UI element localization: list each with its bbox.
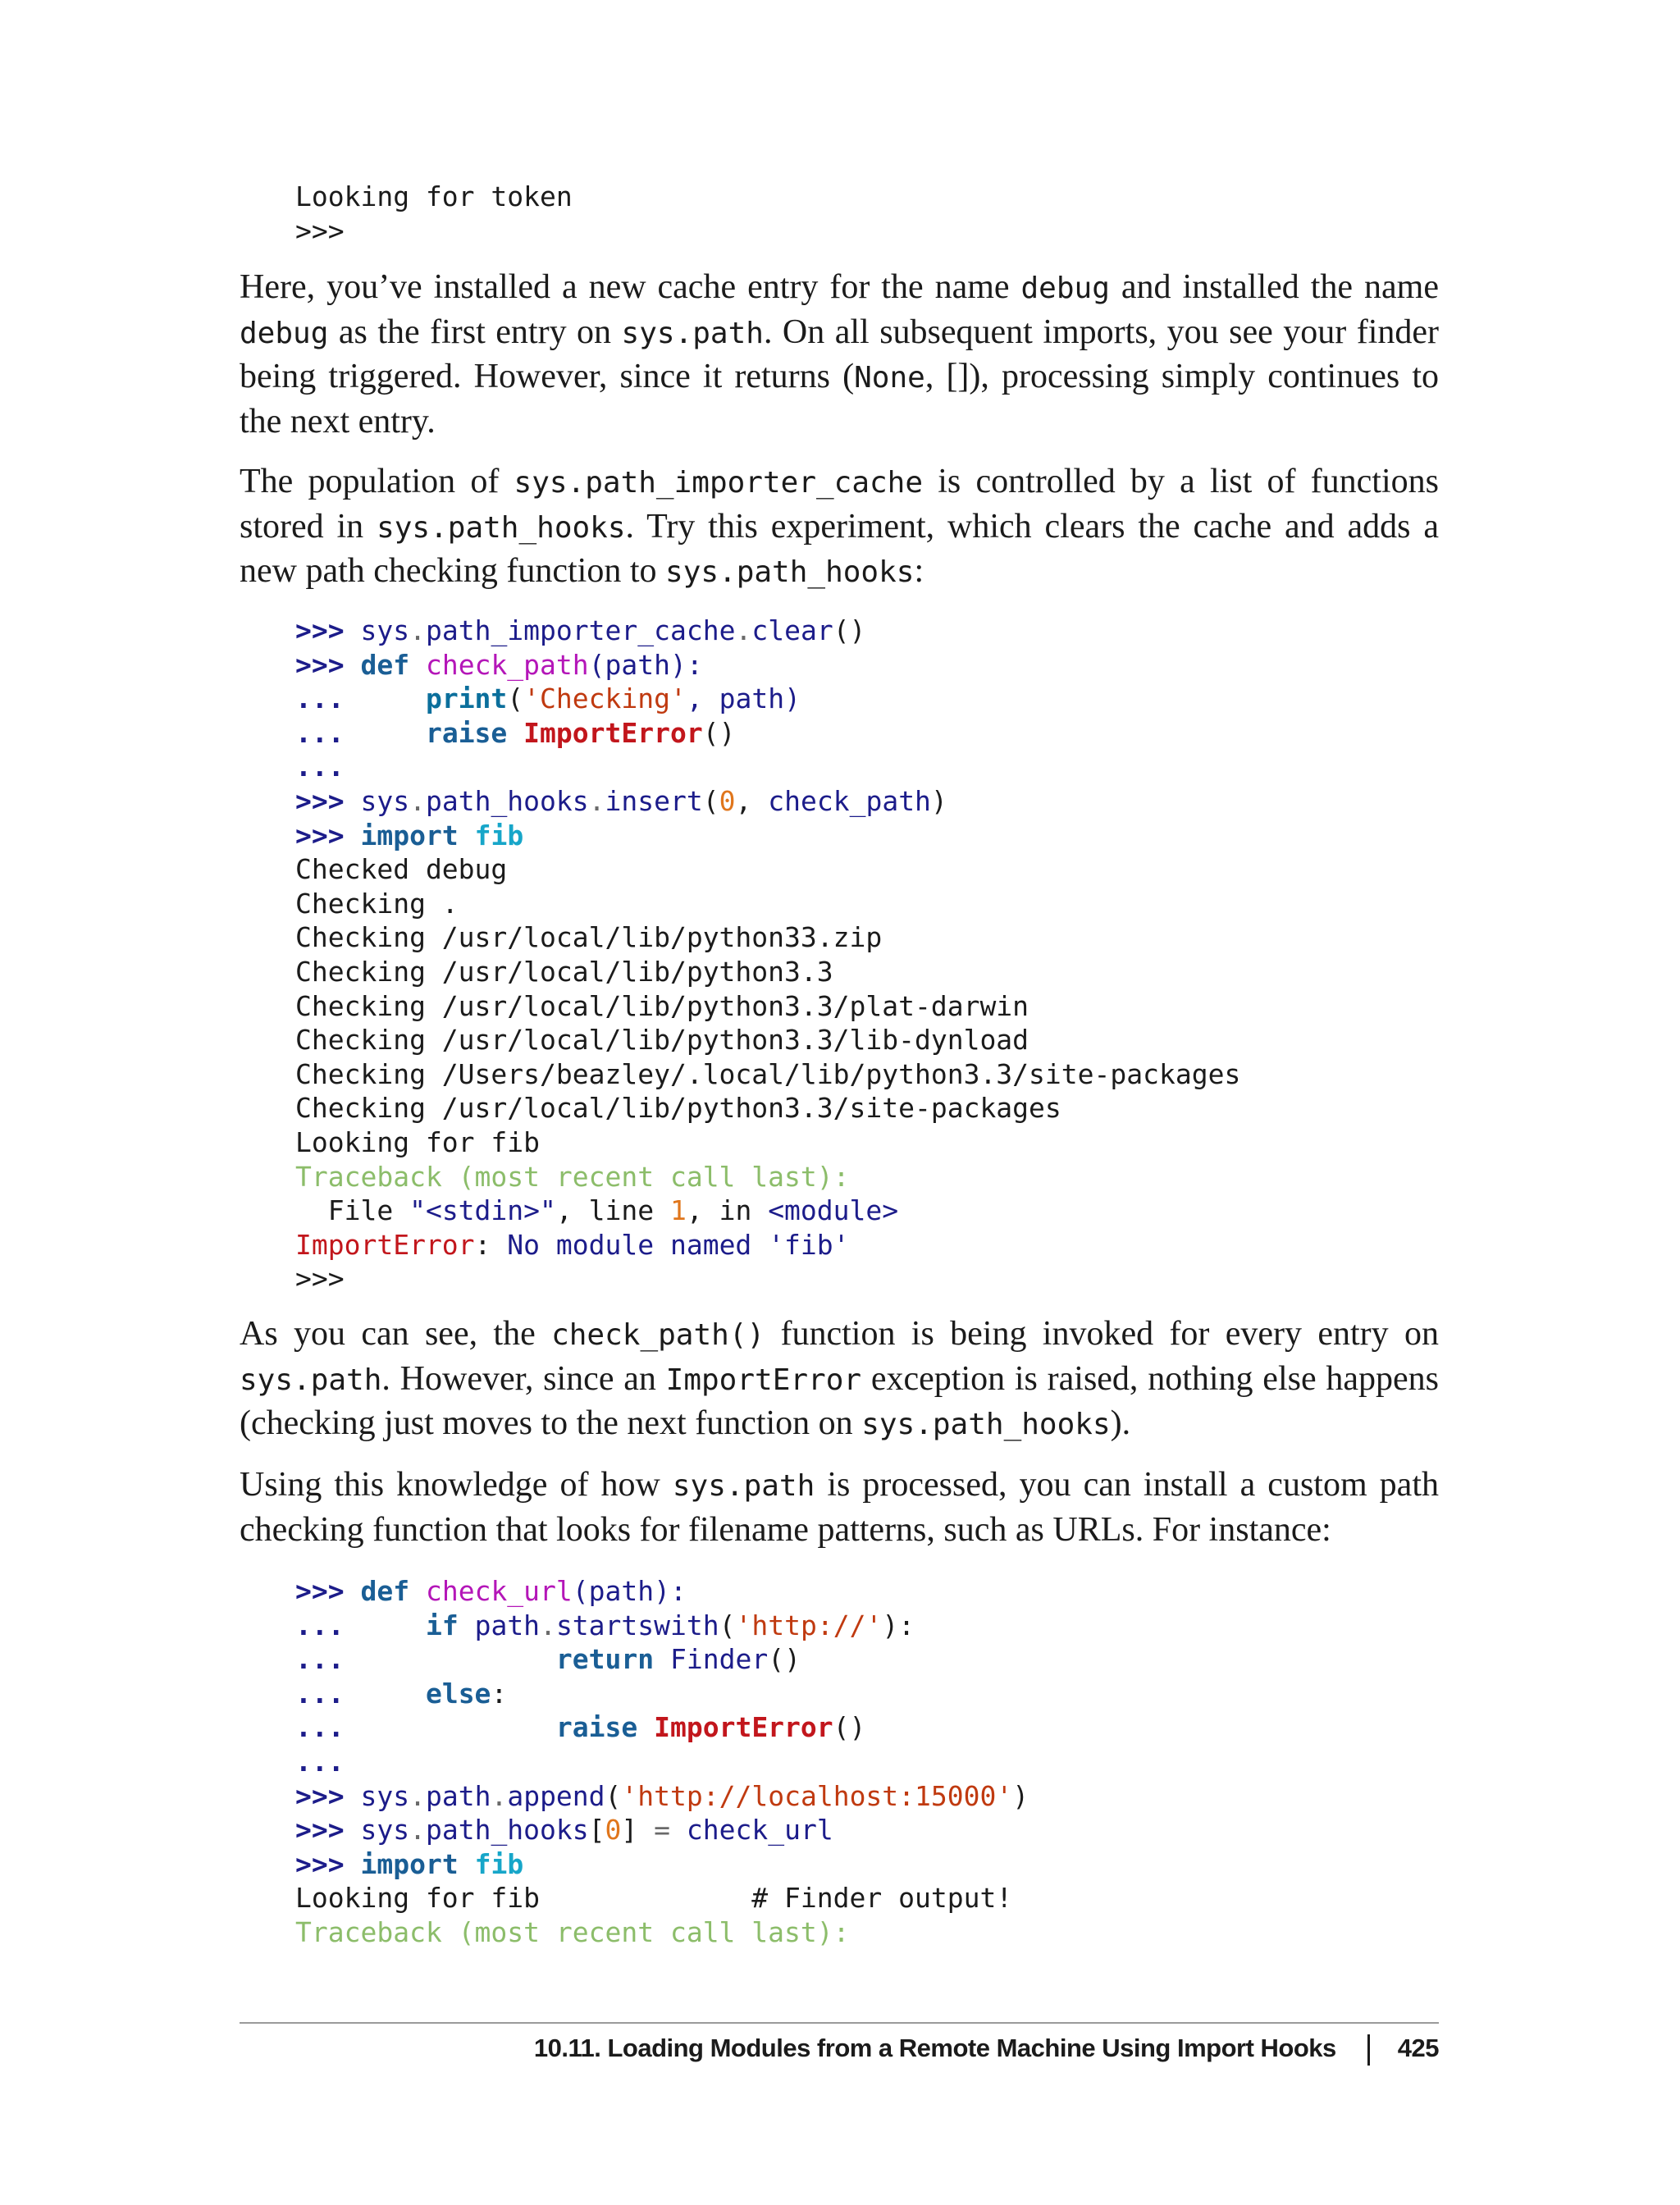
code-block-continued — [295, 180, 573, 248]
code-token: Checking /usr/local/lib/python3.3 — [295, 955, 833, 988]
code-token: , in — [686, 1194, 769, 1227]
page-footer — [534, 2034, 1439, 2066]
code-token: ... — [295, 1711, 345, 1744]
code-token: ( — [507, 682, 524, 715]
code-token: 1 — [669, 1194, 687, 1227]
code-token: sys — [360, 784, 410, 817]
code-token: raise — [425, 716, 508, 749]
code-token: Finder — [669, 1643, 769, 1676]
inline-code: sys.path — [621, 316, 764, 350]
code-token: No module named — [491, 1228, 769, 1261]
code-token: "<stdin>" — [409, 1194, 556, 1227]
footer-divider — [240, 2022, 1439, 2024]
code-token: . — [409, 1814, 426, 1847]
code-token: >>> — [295, 648, 345, 681]
code-token: . — [735, 614, 752, 646]
page-number: 425 — [1397, 2034, 1439, 2062]
code-token: ( — [702, 784, 719, 817]
code-token: Looking for fib — [295, 1125, 541, 1158]
inline-code: sys.path — [240, 1363, 382, 1397]
code-token: 0 — [605, 1814, 622, 1847]
code-token: , path) — [686, 682, 801, 715]
text: The population of — [240, 463, 514, 500]
text: Using this knowledge of how — [240, 1466, 673, 1504]
code-token: Traceback (most recent call last): — [295, 1160, 850, 1193]
code-token: ... — [295, 1609, 345, 1641]
code-token: check_url — [686, 1814, 833, 1847]
code-token: [ — [588, 1814, 605, 1847]
code-token: append — [507, 1779, 605, 1812]
code-token: sys — [360, 1814, 410, 1847]
code-token: if — [425, 1609, 459, 1641]
code-token: print — [425, 682, 508, 715]
code-token: Checking /Users/beazley/.local/lib/python3.3/site-packages — [295, 1057, 1241, 1090]
code-token: Checked debug — [295, 853, 508, 886]
code-token: startswith — [555, 1609, 719, 1641]
code-token: 'fib' — [768, 1228, 850, 1261]
code-token: path — [425, 1779, 491, 1812]
inline-code: sys.path_hooks — [377, 510, 626, 545]
code-token: >>> — [295, 1779, 345, 1812]
text: , []), processing simply continues to the next entry. — [240, 358, 1439, 441]
code-token: ... — [295, 751, 345, 783]
code-token: Checking /usr/local/lib/python3.3/lib-dynload — [295, 1024, 1029, 1057]
code-line: >>> — [295, 214, 345, 247]
code-token: sys — [360, 1779, 410, 1812]
text: . On all subsequent imports, you see your finder being triggered. However, since it returns ( — [240, 313, 1440, 395]
inline-code: check_path() — [551, 1318, 765, 1352]
code-token: >>> — [295, 614, 345, 646]
code-token: ( — [605, 1779, 622, 1812]
code-token: , — [735, 784, 769, 817]
code-token: Looking for fib # Finder output! — [295, 1882, 1013, 1915]
code-token: Traceback (most recent call last): — [295, 1915, 850, 1948]
code-token: ... — [295, 716, 345, 749]
inline-code: debug — [1020, 272, 1110, 305]
code-token: ): — [882, 1609, 915, 1641]
inline-code: sys.path — [672, 1469, 815, 1503]
text: exception is raised, nothing else happens (checking just moves to the next function on — [240, 1359, 1439, 1442]
code-token: ] — [621, 1814, 638, 1847]
code-token: : — [491, 1677, 508, 1710]
code-token: def — [360, 648, 410, 681]
code-token: () — [833, 1711, 866, 1744]
code-token: (path): — [588, 648, 703, 681]
text: ). — [1110, 1404, 1131, 1442]
code-line: Looking for token — [295, 180, 573, 212]
code-token: fib — [474, 1847, 524, 1880]
code-token: ) — [930, 784, 947, 817]
paragraph-check-path-invoked — [240, 1312, 1439, 1447]
inline-code: sys.path_importer_cache — [514, 466, 924, 500]
code-token: , line — [555, 1194, 670, 1227]
text: is controlled by a list of functions stored in — [240, 463, 1439, 546]
code-token: () — [768, 1643, 801, 1676]
code-token: 'http://localhost:15000' — [621, 1779, 1013, 1812]
code-token: 'Checking' — [523, 682, 687, 715]
code-token: >>> — [295, 1847, 345, 1880]
paragraph-custom-path-check — [240, 1463, 1439, 1552]
code-token: Checking /usr/local/lib/python3.3/site-packages — [295, 1092, 1061, 1125]
code-token: path_hooks — [425, 784, 589, 817]
code-token: ... — [295, 1677, 345, 1710]
code-token: import — [360, 819, 459, 851]
code-token: >>> — [295, 784, 345, 817]
code-token: . — [409, 1779, 426, 1812]
code-token: 'http://' — [735, 1609, 883, 1641]
code-token: Checking /usr/local/lib/python3.3/plat-darwin — [295, 989, 1029, 1022]
inline-code: debug — [240, 316, 329, 350]
code-token: ImportError — [523, 716, 703, 749]
code-token: : — [474, 1228, 491, 1261]
code-token: path — [474, 1609, 541, 1641]
code-token: fib — [474, 819, 524, 851]
code-token: 0 — [719, 784, 736, 817]
code-token: path_importer_cache — [425, 614, 736, 646]
code-token: . — [491, 1779, 508, 1812]
text: as the first entry on — [328, 313, 622, 351]
code-token: def — [360, 1575, 410, 1607]
code-token: () — [833, 614, 866, 646]
code-token: path_hooks — [425, 1814, 589, 1847]
inline-code: sys.path_hooks — [861, 1408, 1111, 1441]
code-token: = — [637, 1814, 687, 1847]
code-token: check_url — [425, 1575, 573, 1607]
text: function is being invoked for every entry on — [765, 1315, 1439, 1353]
code-block-check-path — [295, 614, 1240, 1296]
code-token: ... — [295, 1745, 345, 1778]
text: is processed, you can install a custom path checking function that looks for filename patterns, such as URLs. For instance: — [240, 1466, 1439, 1549]
code-token: (path): — [572, 1575, 687, 1607]
code-token: clear — [751, 614, 833, 646]
footer-section-title: 10.11. Loading Modules from a Remote Machine Using Import Hooks — [533, 2034, 1336, 2062]
text: As you can see, the — [240, 1315, 552, 1353]
code-token: sys — [360, 614, 410, 646]
code-token: ImportError — [654, 1711, 833, 1744]
footer-separator — [1367, 2034, 1370, 2066]
code-token: >>> — [295, 819, 345, 851]
code-token: check_path — [768, 784, 931, 817]
code-token: >>> — [295, 1262, 345, 1295]
code-token: . — [409, 614, 426, 646]
code-token: ... — [295, 682, 345, 715]
code-token: raise — [555, 1711, 638, 1744]
code-token: . — [588, 784, 605, 817]
code-token: else — [425, 1677, 491, 1710]
code-token: insert — [605, 784, 703, 817]
code-token: Checking /usr/local/lib/python33.zip — [295, 921, 883, 954]
paragraph-path-hooks — [240, 460, 1439, 595]
code-token: check_path — [425, 648, 589, 681]
text: Here, you’ve installed a new cache entry for the name — [240, 268, 1021, 306]
code-token: File — [295, 1194, 410, 1227]
code-token: () — [702, 716, 736, 749]
inline-code: ImportError — [665, 1363, 862, 1397]
code-token: ( — [719, 1609, 736, 1641]
text: . Try this experiment, which clears the cache and adds a new path checking function to — [240, 507, 1439, 590]
code-token: ImportError — [295, 1228, 475, 1261]
inline-code: sys.path_hooks — [665, 555, 915, 589]
code-token: Checking . — [295, 887, 459, 920]
paragraph-cache-entry — [240, 266, 1439, 444]
code-token: . — [409, 784, 426, 817]
code-token: . — [540, 1609, 556, 1641]
text: : — [914, 552, 924, 590]
code-token: ) — [1012, 1779, 1029, 1812]
text: . However, since an — [381, 1359, 666, 1398]
code-token: ... — [295, 1643, 345, 1676]
code-token: <module> — [768, 1194, 899, 1227]
code-token: >>> — [295, 1575, 345, 1607]
code-token: return — [555, 1643, 655, 1676]
code-token: import — [360, 1847, 459, 1880]
code-token: >>> — [295, 1814, 345, 1847]
text: and installed the name — [1109, 268, 1439, 306]
inline-code: None — [854, 361, 925, 395]
code-block-check-url — [295, 1574, 1029, 1950]
